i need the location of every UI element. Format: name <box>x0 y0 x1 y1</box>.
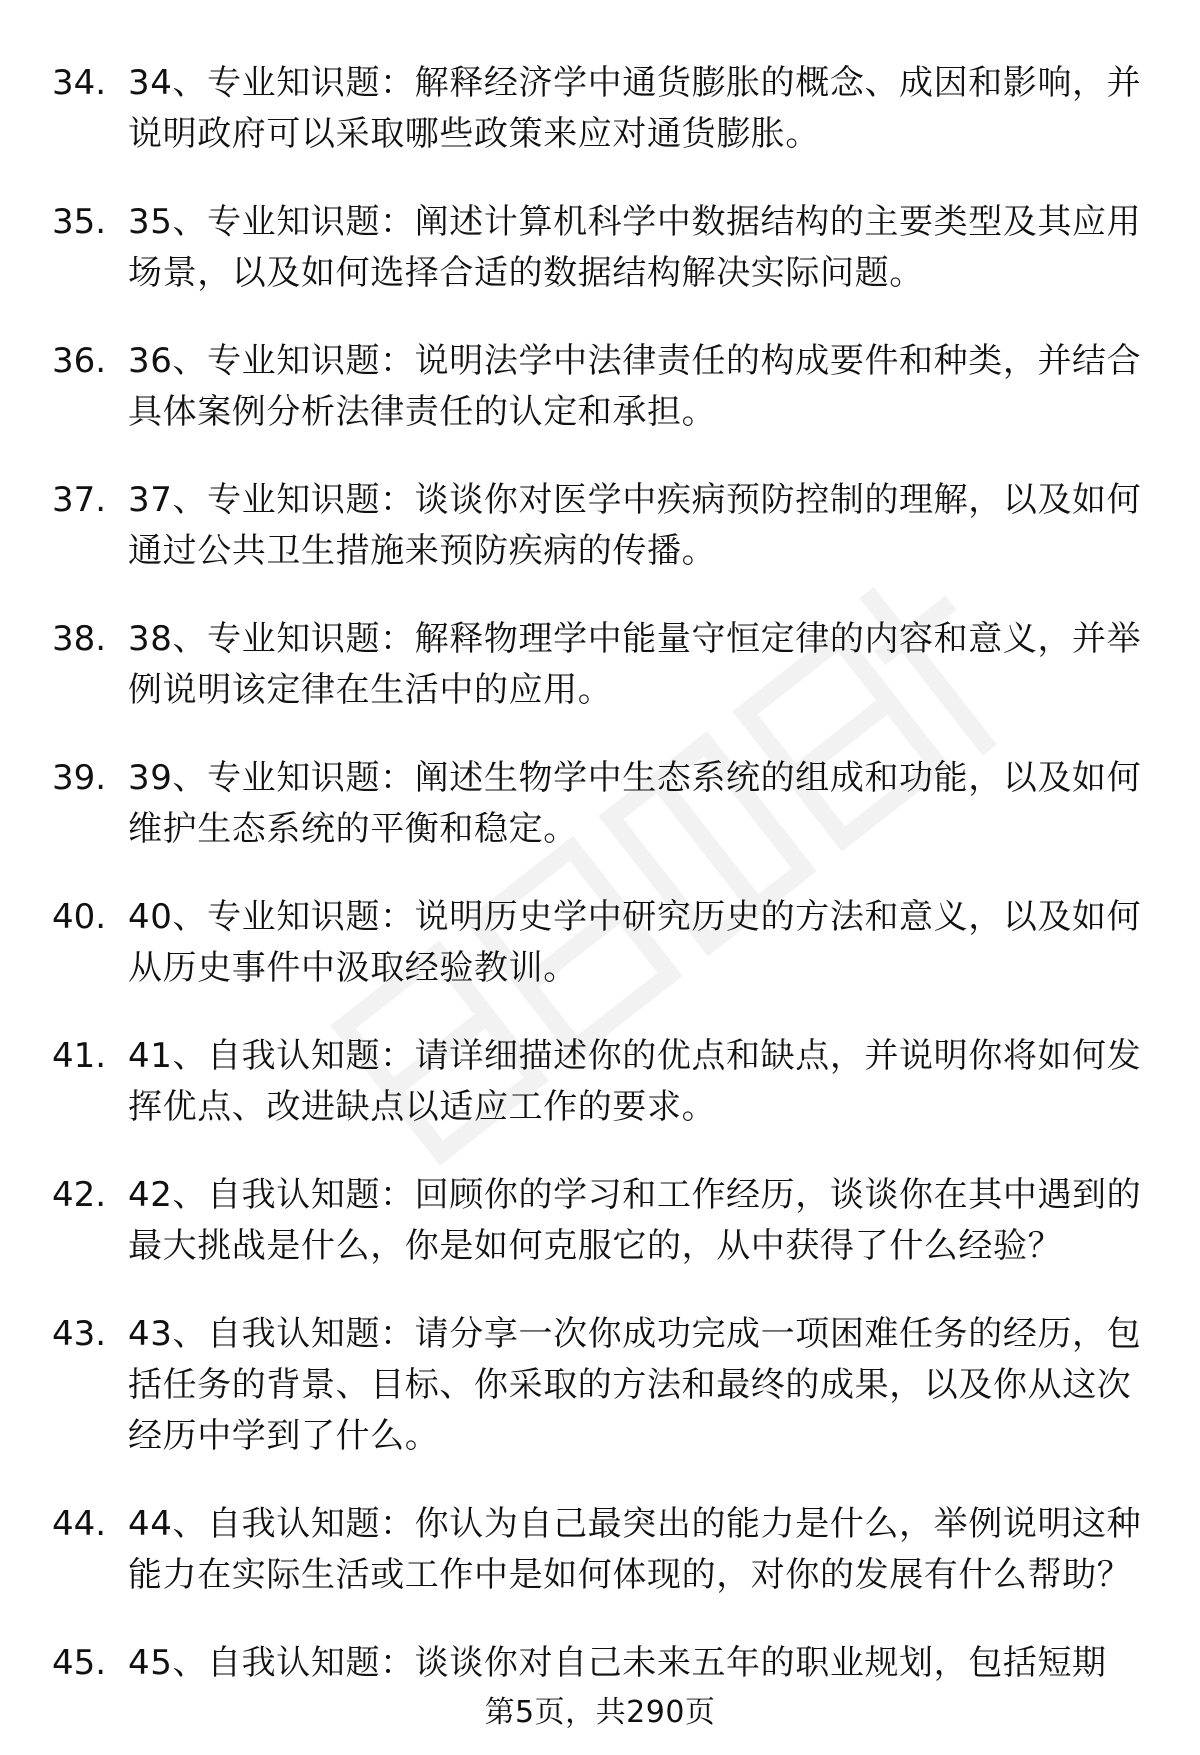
list-item-number: 40. <box>52 897 107 937</box>
list-item <box>0 1309 1200 1462</box>
list-item-text: 37、专业知识题：谈谈你对医学中疾病预防控制的理解，以及如何通过公共卫生措施来预防疾病的传播。 <box>128 480 1142 571</box>
list-item <box>0 892 1200 994</box>
list-item <box>0 1638 1200 1689</box>
list-item <box>0 1170 1200 1272</box>
list-item <box>0 475 1200 577</box>
list-item <box>0 1031 1200 1133</box>
question-list <box>0 58 1200 1726</box>
list-item-number: 43. <box>52 1314 107 1354</box>
list-item-number: 44. <box>52 1504 107 1544</box>
list-item-text: 38、专业知识题：解释物理学中能量守恒定律的内容和意义，并举例说明该定律在生活中的应用。 <box>128 619 1142 710</box>
list-item-number: 41. <box>52 1036 107 1076</box>
list-item-text: 36、专业知识题：说明法学中法律责任的构成要件和种类，并结合具体案例分析法律责任的认定和承担。 <box>128 341 1142 432</box>
list-item-number: 45. <box>52 1643 107 1683</box>
list-item-text: 44、自我认知题：你认为自己最突出的能力是什么，举例说明这种能力在实际生活或工作中是如何体现的，对你的发展有什么帮助？ <box>128 1504 1142 1595</box>
page-number-footer: 第5页，共290页 <box>484 1695 716 1730</box>
list-item-number: 42. <box>52 1175 107 1215</box>
list-item <box>0 197 1200 299</box>
list-item-text: 34、专业知识题：解释经济学中通货膨胀的概念、成因和影响，并说明政府可以采取哪些政策来应对通货膨胀。 <box>128 63 1142 154</box>
list-item-text: 45、自我认知题：谈谈你对自己未来五年的职业规划，包括短期 <box>128 1643 1107 1683</box>
list-item-number: 39. <box>52 758 107 798</box>
list-item-number: 38. <box>52 619 107 659</box>
list-item <box>0 614 1200 716</box>
list-item-number: 34. <box>52 63 107 103</box>
list-item-number: 35. <box>52 202 107 242</box>
list-item-text: 40、专业知识题：说明历史学中研究历史的方法和意义，以及如何从历史事件中汲取经验教训。 <box>128 897 1142 988</box>
list-item-text: 35、专业知识题：阐述计算机科学中数据结构的主要类型及其应用场景，以及如何选择合适的数据结构解决实际问题。 <box>128 202 1142 293</box>
list-item <box>0 336 1200 438</box>
list-item <box>0 753 1200 855</box>
list-item-text: 43、自我认知题：请分享一次你成功完成一项困难任务的经历，包括任务的背景、目标、你采取的方法和最终的成果，以及你从这次经历中学到了什么。 <box>128 1314 1142 1456</box>
list-item <box>0 1499 1200 1601</box>
list-item-text: 42、自我认知题：回顾你的学习和工作经历，谈谈你在其中遇到的最大挑战是什么，你是如何克服它的，从中获得了什么经验？ <box>128 1175 1142 1266</box>
list-item <box>0 58 1200 160</box>
list-item-number: 36. <box>52 341 107 381</box>
list-item-text: 41、自我认知题：请详细描述你的优点和缺点，并说明你将如何发挥优点、改进缺点以适应工作的要求。 <box>128 1036 1142 1127</box>
list-item-number: 37. <box>52 480 107 520</box>
list-item-text: 39、专业知识题：阐述生物学中生态系统的组成和功能，以及如何维护生态系统的平衡和稳定。 <box>128 758 1142 849</box>
